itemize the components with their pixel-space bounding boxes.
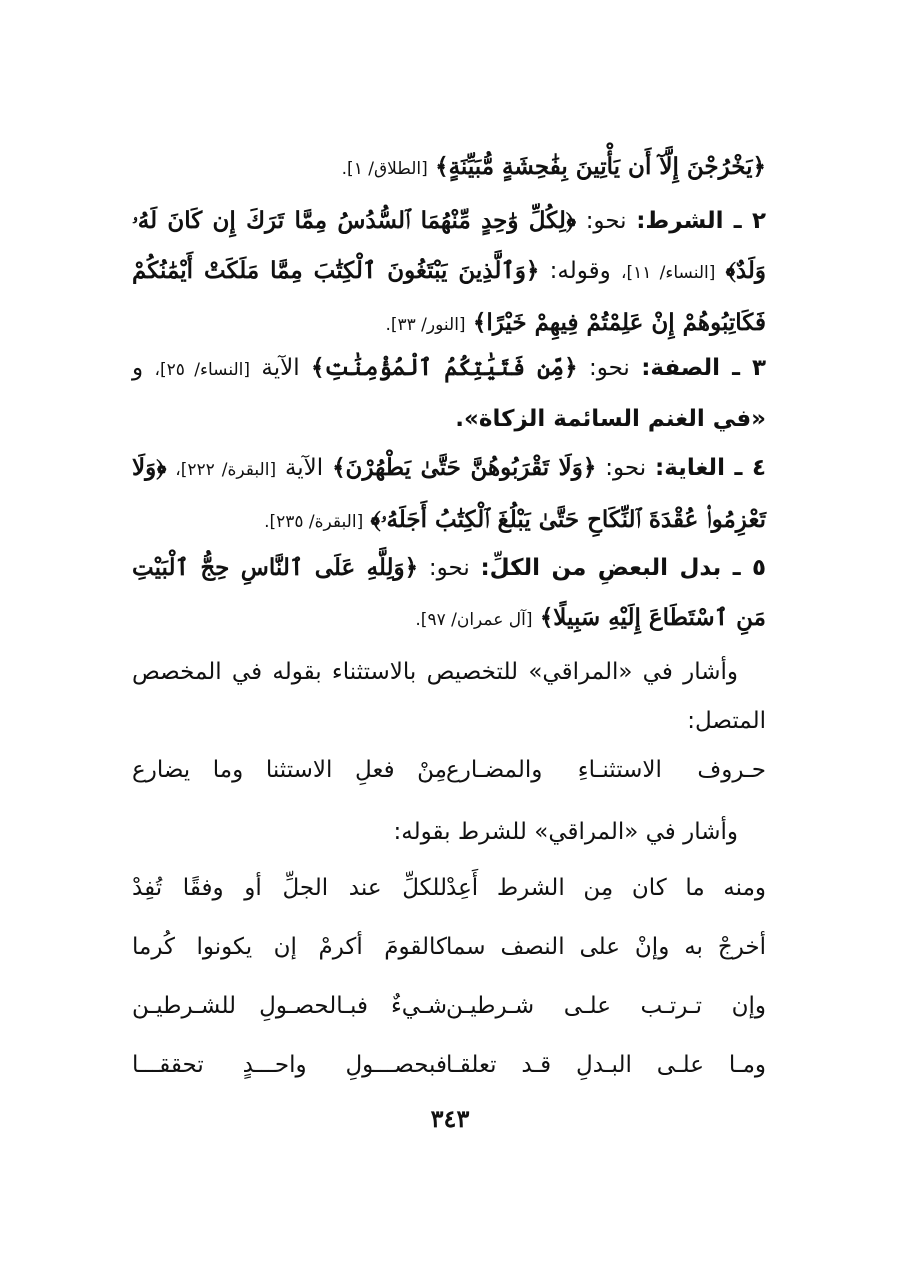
hemistich-right: ومـا علـى البـدلِ قـد تعلقـا — [446, 1052, 766, 1078]
hemistich-left: شـيءٌ فبـالحصـولِ للشـرطيـن — [132, 993, 447, 1019]
connector-text: وقوله: — [549, 258, 611, 284]
paragraph-maraqi-exception — [132, 648, 766, 746]
quran-quote: ﴿وَلَا تَقْرَبُوهُنَّ حَتَّىٰ يَطْهُرْنَ﴾ — [332, 454, 597, 481]
hemistich-left: للكلِّ عند الجلِّ أو وفقًا تُفِدْ — [132, 875, 447, 901]
hemistich-right: أخرجْ به وإنْ على النصف سما — [446, 934, 766, 960]
hemistich-left: كالقومَ أكرمْ إن يكونوا كُرما — [132, 934, 447, 960]
aya-word: الآية — [284, 455, 324, 481]
aya-word: الآية — [261, 355, 300, 381]
intro-text: نحو: — [585, 208, 627, 234]
quran-quote: ﴿وَلِلَّهِ عَلَى ٱلنَّاسِ حِجُّ ٱلْبَيْتِ مَنِ ٱسْتَطَاعَ إِلَيْهِ سَبِيلًا﴾ — [132, 554, 766, 631]
hemistich-right: حـروف الاستثنـاءِ والمضـارع — [446, 757, 766, 783]
section-heading: ٤ ـ الغاية: — [655, 455, 766, 481]
verse-reference: [النساء/ ١١]، — [620, 263, 716, 283]
paragraph-substitution — [132, 543, 766, 645]
quran-quote: ﴿وَٱلَّذِينَ يَبْتَغُونَ ٱلْكِتَٰبَ مِمَّا مَلَكَتْ أَيْمَٰنُكُمْ فَكَاتِبُوهُمْ إِنْ عَلِمْتُمْ فِيهِمْ خَيْرًا﴾ — [132, 257, 766, 336]
intro-text: نحو: — [428, 555, 470, 581]
poem-line — [132, 986, 766, 1026]
verse-reference: [النساء/ ٢٥]، — [154, 360, 251, 380]
verse-reference: [آل عمران/ ٩٧]. — [415, 610, 533, 630]
hemistich-right: ومنه ما كان مِن الشرط أَعِدْ — [446, 875, 766, 901]
section-heading: ٢ ـ الشرط: — [636, 208, 767, 234]
paragraph-condition — [132, 196, 766, 350]
quran-quote: ﴿وَلَا تَعْزِمُوا۟ عُقْدَةَ ٱلنِّكَاحِ حَتَّىٰ يَبْلُغَ ٱلْكِتَٰبُ أَجَلَهُۥ﴾ — [132, 454, 766, 533]
section-heading: ٥ ـ بدل البعضِ من الكلِّ: — [480, 555, 767, 581]
paragraph-continuation — [132, 142, 766, 194]
intro-text: نحو: — [588, 355, 630, 381]
section-heading: ٣ ـ الصفة: — [641, 355, 767, 381]
hemistich-right: وإن تـرتـب علـى شـرطيـن — [446, 993, 766, 1019]
body-text: وأشار في «المراقي» للشرط بقوله: — [393, 819, 738, 845]
poem-line — [132, 868, 766, 908]
verse-reference: [البقرة/ ٢٣٥]. — [264, 512, 364, 532]
connector-text: و — [132, 355, 144, 381]
paragraph-attribute — [132, 343, 766, 444]
paragraph-limit — [132, 443, 766, 547]
quran-quote: ﴿لِكُلِّ وَٰحِدٍ مِّنْهُمَا ٱلسُّدُسُ مِمَّا تَرَكَ إِن كَانَ لَهُۥ وَلَدٌ﴾ — [132, 207, 767, 284]
quran-quote: ﴿مِّن فَتَيَٰتِكُمُ ٱلْمُؤْمِنَٰتِ﴾ — [310, 354, 578, 381]
verse-reference: [البقرة/ ٢٢٢]، — [175, 460, 277, 480]
hemistich-left: مِنْ فعلِ الاستثنا وما يضارع — [132, 757, 447, 783]
body-text: وأشار في «المراقي» للتخصيص بالاستثناء بقوله في المخصص المتصل: — [132, 659, 766, 734]
quran-quote: ﴿يَخْرُجْنَ إِلَّآ أَن يَأْتِينَ بِفَٰحِشَةٍ مُّبَيِّنَةٍ﴾ — [435, 153, 766, 180]
poem-line — [132, 927, 766, 967]
poem-line — [132, 1045, 766, 1085]
poem-line — [132, 750, 766, 790]
hemistich-left: فبحصـــولِ واحـــدٍ تحققـــا — [132, 1052, 447, 1078]
verse-reference: [النور/ ٣٣]. — [385, 315, 466, 335]
page-number: ٣٤٣ — [430, 1104, 470, 1133]
hadith-quote: «في الغنم السائمة الزكاة». — [455, 406, 766, 432]
intro-text: نحو: — [605, 455, 647, 481]
paragraph-maraqi-condition — [132, 808, 766, 857]
verse-reference: [الطلاق/ ١]. — [341, 159, 428, 179]
